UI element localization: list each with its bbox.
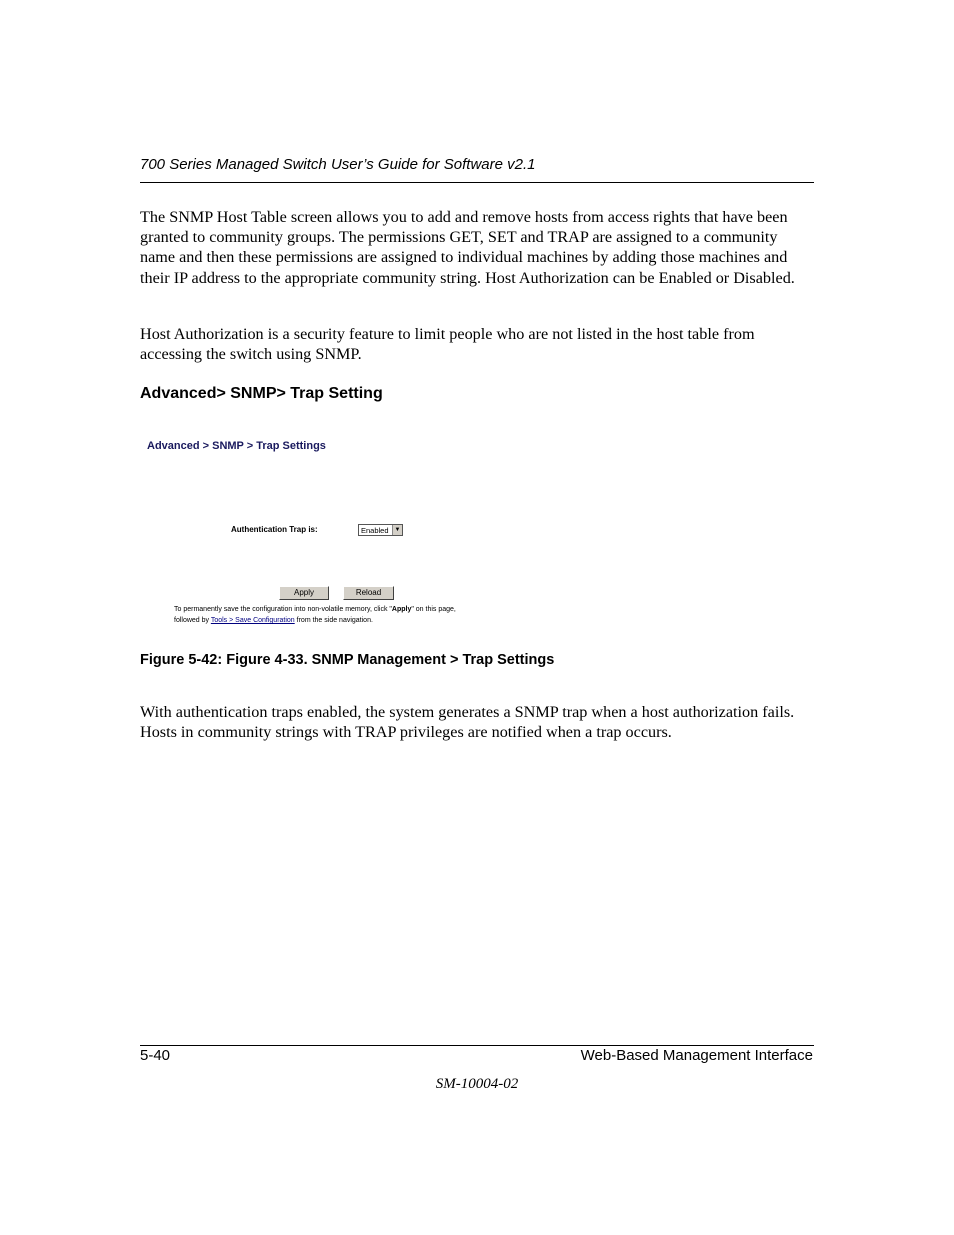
page-number: 5-40 xyxy=(140,1047,171,1064)
chapter-name: Web-Based Management Interface xyxy=(580,1047,813,1064)
paragraph-auth-traps: With authentication traps enabled, the system generates a SNMP trap when a host authorization fails. Hosts in community strings with TRAP privileges are notified when a trap occurs. xyxy=(140,703,795,742)
footer-rule xyxy=(140,1045,814,1046)
auth-trap-select[interactable] xyxy=(358,524,403,536)
chevron-down-icon[interactable]: ▼ xyxy=(392,525,402,535)
auth-trap-selected-value: Enabled xyxy=(361,526,389,535)
running-header: 700 Series Managed Switch User’s Guide for Software v2.1 xyxy=(140,156,536,173)
apply-button[interactable]: Apply xyxy=(279,586,329,600)
section-heading: Advanced> SNMP> Trap Setting xyxy=(140,385,383,402)
paragraph-snmp-host-table: The SNMP Host Table screen allows you to add and remove hosts from access rights that have been granted to community groups. The permissions GET, SET and TRAP are assigned to a community name and then these permissions are assigned to individual machines by adding those machines and their IP address to the appropriate community string. Host Authorization can be Enabled or Disabled. xyxy=(140,208,795,287)
document-id: SM-10004-02 xyxy=(435,1076,519,1092)
reload-button[interactable]: Reload xyxy=(343,586,394,600)
paragraph-host-authorization: Host Authorization is a security feature to limit people who are not listed in the host table from accessing the switch using SNMP. xyxy=(140,325,755,364)
save-config-note: To permanently save the configuration into non-volatile memory, click "Apply" on this page, followed by Tools > Save Configuration from the side navigation. xyxy=(174,606,456,624)
figure-page-title: Advanced > SNMP > Trap Settings xyxy=(147,440,326,452)
auth-trap-label: Authentication Trap is: xyxy=(231,525,318,534)
figure-caption: Figure 5-42: Figure 4-33. SNMP Management > Trap Settings xyxy=(140,652,555,668)
header-rule xyxy=(140,182,814,183)
save-configuration-link[interactable]: Tools > Save Configuration xyxy=(210,617,295,624)
